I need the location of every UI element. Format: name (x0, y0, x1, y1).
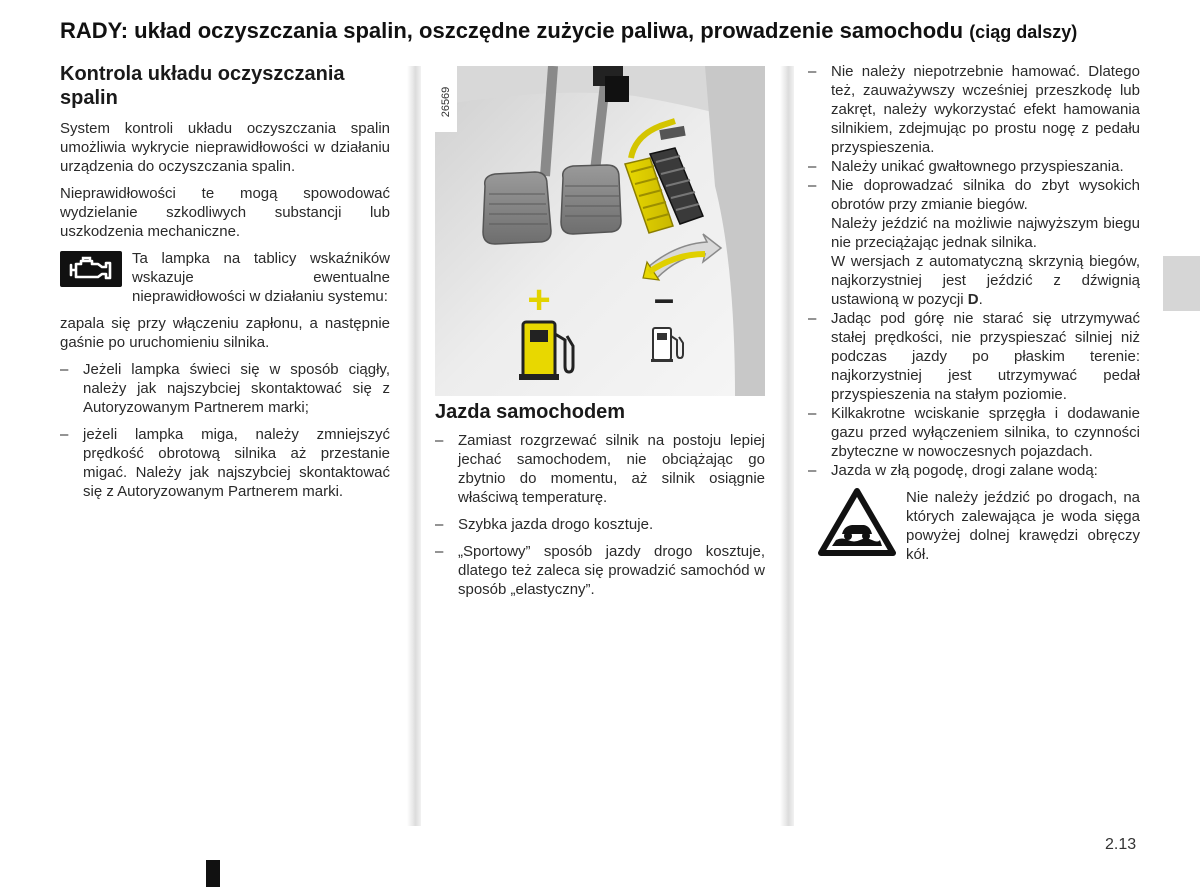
gear-position-d: D (967, 291, 979, 308)
flooded-road-warning-icon (818, 488, 896, 556)
list-item: – „Sportowy” sposób jazdy drogo kosztuje, dlatego też zaleca się prowadzić samochód w sposób „elastyczny”. (435, 542, 765, 599)
engine-warning-icon (60, 251, 122, 287)
list-item: – Jadąc pod górę nie starać się utrzymywać stałej prędkości, nie przyspieszać silniej niż podczas jazdy po płaskim terenie: najkorzystniej jest utrzymywać pedał przyspieszenia na stałym poziomie. (808, 309, 1140, 404)
column-divider-right (780, 66, 794, 826)
page-title-main: RADY: układ oczyszczania spalin, oszczędne zużycie paliwa, prowadzenie samochodu (60, 18, 964, 43)
right-column (808, 62, 1140, 564)
list-item-text: Nie doprowadzać silnika do zbyt wysokich obrotów przy zmianie biegów. (831, 177, 1140, 213)
flood-warning-block (808, 488, 1140, 564)
middle-column (435, 400, 765, 607)
flood-warning-text: Nie należy jeździć po drogach, na których zalewająca je woda sięga powyżej dolnej krawędzi obręczy kół. (906, 489, 1140, 563)
lamp-instructions-list (60, 360, 390, 501)
page-title-continued: (ciąg dalszy) (969, 22, 1078, 42)
page-number: 2.13 (1105, 836, 1137, 853)
paragraph-system-description: System kontroli układu oczyszczania spalin umożliwia wykrycie nieprawidłowości w działaniu urządzenia do oczyszczania spalin. (60, 120, 390, 175)
list-item: – Zamiast rozgrzewać silnik na postoju lepiej jechać samochodem, nie obciążając go zbytnio do momentu, aż silnik osiągnie właściwą temperaturę. (435, 431, 765, 507)
list-item: – Szybka jazda drogo kosztuje. (435, 515, 765, 534)
column-divider-left (407, 66, 421, 826)
list-item (808, 176, 1140, 214)
economy-tips-list-continued (808, 309, 1140, 480)
pedals-illustration (435, 66, 765, 396)
list-item: – Jeżeli lampka świeci się w sposób ciągły, należy jak najszybciej skontaktować się z Autoryzowanym Partnerem marki; (60, 360, 390, 417)
sentence-end: . (978, 291, 983, 308)
list-item: – Kilkakrotne wciskanie sprzęgła i dodawanie gazu przed wyłączeniem silnika, to czynności zbyteczne w nowoczesnych pojazdach. (808, 404, 1140, 461)
list-item: – jeżeli lampka miga, należy zmniejszyć prędkość obrotową silnika aż przestanie migać. Należy jak najszybciej skontaktować się z Autoryzowanym Partnerem marki. (60, 425, 390, 501)
crop-mark (206, 860, 220, 887)
paragraph-gear-advice: Należy jeździć na możliwie najwyższym biegu nie przeciążając jednak silnika. (831, 215, 1140, 251)
economy-tips-list (808, 62, 1140, 214)
chapter-tab (1163, 256, 1200, 311)
paragraph-lamp-behaviour: zapala się przy włączeniu zapłonu, a następnie gaśnie po uruchomieniu silnika. (60, 315, 390, 351)
list-item: – Nie należy niepotrzebnie hamować. Dlatego też, zauważywszy wcześniej przeszkodę lub zakręt, należy wykorzystać efekt hamowania silnikiem, zdejmując po prostu nogę z pedału przyspieszenia. (808, 62, 1140, 157)
list-item: – Należy unikać gwałtownego przyspieszania. (808, 157, 1140, 176)
illustration-reference-number: 26569 (440, 86, 452, 118)
section-heading-exhaust-control: Kontrola układu oczyszczania spalin (60, 63, 345, 109)
warning-lamp-block (60, 249, 390, 306)
driving-tips-list (435, 431, 765, 599)
paragraph-automatic-gearbox (808, 252, 1140, 309)
left-column (60, 62, 390, 509)
list-item: – Jazda w złą pogodę, drogi zalane wodą: (808, 461, 1140, 480)
paragraph-malfunction-effects: Nieprawidłowości te mogą spowodować wydzielanie szkodliwych substancji lub uszkodzenia mechaniczne. (60, 185, 390, 240)
minus-sign: – (653, 278, 675, 319)
page-title (60, 18, 1160, 44)
paragraph-lamp-description: Ta lampka na tablicy wskaźników wskazuje ewentualne nieprawidłowości w działaniu systemu: (132, 250, 390, 305)
section-heading-driving: Jazda samochodem (435, 401, 626, 423)
automatic-gearbox-text: W wersjach z automatyczną skrzynią biegów, najkorzystniej jest jeździć z dźwignią ustawioną w pozycji (831, 253, 1140, 308)
plus-sign: + (527, 278, 551, 322)
